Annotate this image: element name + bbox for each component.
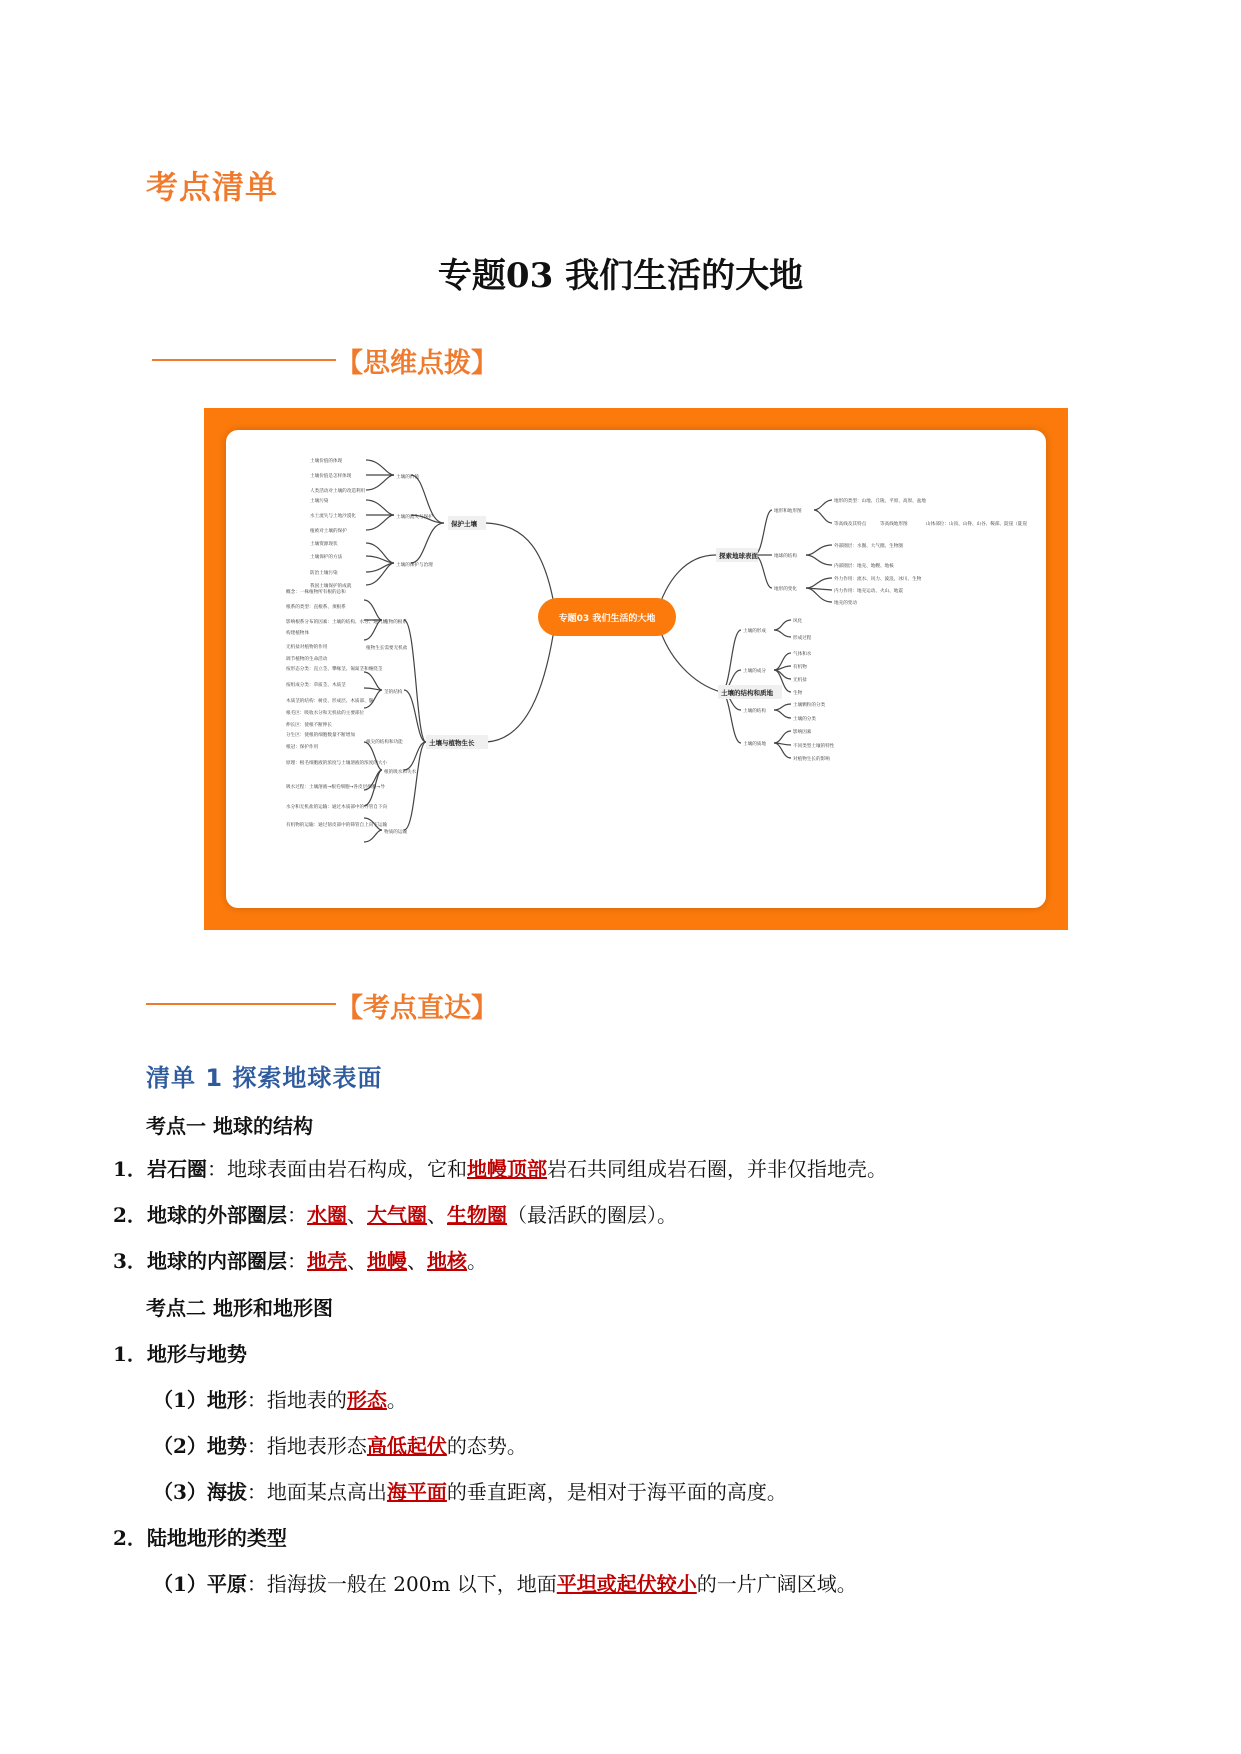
mindmap-node-label: 地形的类型：山地、丘陵、平原、高原、盆地: [834, 499, 926, 504]
mindmap-branch-soil: 土壤的结构和质地: [721, 689, 773, 697]
mindmap-node-label: 根尖的结构和功能: [366, 740, 403, 745]
section-divider: [152, 359, 336, 361]
mindmap-branch-protect: 保护土壤: [451, 520, 477, 528]
mindmap-node-label: 按形态分类：直立茎、攀缘茎、匍匐茎和缠绕茎: [286, 667, 383, 672]
mindmap-node-label: 土壤资源现状: [310, 542, 338, 547]
mindmap-image: [204, 408, 1068, 930]
mindmap-node-label: 我国土壤保护的成就: [310, 584, 352, 589]
mindmap-node-label: 按组成分类：草质茎、木质茎: [286, 683, 346, 688]
mindmap-node-label: 风化: [793, 619, 803, 624]
mindmap-node-label: 植被对土壤的保护: [310, 529, 347, 534]
answer: 地幔: [367, 1249, 407, 1273]
mindmap-center-label: 专题03 我们生活的大地: [558, 614, 656, 624]
mindmap-node-label: 土壤的保护与治理: [396, 563, 433, 568]
mindmap-node-label: 地壳的变动: [834, 601, 857, 606]
mindmap-node-label: 原理：根毛细胞液的浓度与土壤溶液的浓度的大小: [286, 761, 388, 766]
mindmap-node-label: 等高线地形图: [880, 522, 908, 527]
section-direct: 【考点直达】: [336, 993, 498, 1024]
answer: 水圈: [307, 1203, 347, 1227]
mindmap-node-label: 概念：一株植物所有根的总和: [286, 590, 346, 595]
mindmap-node-label: 土壤的形成: [743, 629, 766, 634]
mindmap-node-label: 根毛区：吸收水分和无机盐的主要部位: [286, 711, 365, 716]
mindmap-node-label: 地形和地形图: [774, 509, 802, 514]
mindmap-node-label: 物质的运输: [384, 830, 407, 835]
mindmap-node-label: 植物的根系: [384, 620, 407, 625]
mindmap-node-label: 土壤污染: [310, 499, 329, 504]
kp2-sub-3: （3）海拔：地面某点高出海平面的垂直距离，是相对于海平面的高度。: [153, 1480, 787, 1504]
mindmap-node-label: 影响因素: [793, 730, 812, 735]
mindmap-node-label: 吸水过程：土壤溶液→根毛细胞→各皮层细胞→导: [286, 785, 385, 790]
mindmap-node-label: 水分和无机盐的运输：通过木质部中的导管自下向: [286, 805, 388, 810]
mindmap-node-label: 土壤价值是怎样体现: [310, 474, 352, 479]
kp2-sub2-1: （1）平原：指海拔一般在 200m 以下，地面平坦或起伏较小的一片广阔区域。: [153, 1572, 857, 1596]
mindmap-node-label: 植物生长需要无机盐: [366, 646, 408, 651]
mindmap-node-label: 土壤的质地: [743, 742, 766, 747]
kp2-sub-2: （2）地势：指地表形态高低起伏的态势。: [153, 1434, 527, 1458]
mindmap-node-label: 土壤价值的体现: [310, 459, 343, 464]
mindmap-node-label: 土壤的流失与保护: [396, 515, 433, 520]
mindmap-node-label: 有机物: [793, 665, 807, 670]
answer: 地壳: [307, 1249, 347, 1273]
kaodian-heading: 考点清单: [146, 168, 279, 206]
mindmap-card: [226, 430, 1046, 908]
kp2-heading-1: 1．地形与地势: [113, 1342, 247, 1366]
mindmap-node-label: 山体部位：山顶、山脊、山谷、鞍部、陡崖（陡崖: [926, 522, 1028, 527]
mindmap-node-label: 土壤颗粒的分类: [793, 703, 826, 708]
mindmap-node-label: 气体和水: [793, 652, 812, 657]
mindmap-node-label: 土壤保护的方法: [310, 555, 343, 560]
answer: 地核: [427, 1249, 467, 1273]
answer: 海平面: [386, 1480, 447, 1504]
kp2-heading-2: 2．陆地地形的类型: [113, 1526, 287, 1550]
answer: 生物圈: [447, 1203, 507, 1227]
kp2-title: 考点二 地形和地形图: [146, 1296, 333, 1320]
section-thinking: 【思维点拨】: [336, 348, 498, 379]
mindmap-node-label: 分生区：使根的细胞数量不断增加: [286, 733, 355, 738]
mindmap-node-label: 地形的变化: [774, 587, 797, 592]
mindmap-node-label: 地球的结构: [774, 554, 797, 559]
answer: 高低起伏: [366, 1434, 447, 1458]
mindmap-diagram: [226, 430, 1046, 908]
mindmap-node-label: 土壤的成分: [743, 669, 766, 674]
mindmap-node-label: 调节植物的生命活动: [286, 657, 328, 662]
mindmap-node-label: 土壤的价值: [396, 475, 419, 480]
mindmap-node-label: 对植物生长的影响: [793, 757, 830, 762]
mindmap-branch-explore: 探索地球表面: [719, 552, 758, 560]
mindmap-node-label: 生物: [793, 691, 803, 696]
answer: 形态: [346, 1388, 387, 1412]
mindmap-node-label: 构建植物体: [286, 631, 309, 636]
mindmap-node-label: 木质茎的结构：树皮、形成层、木质部、髓: [286, 699, 374, 704]
page-title: 专题03 我们生活的大地: [437, 256, 804, 296]
mindmap-node-label: 内部圈层：地壳、地幔、地核: [834, 564, 894, 569]
kp1-title: 考点一 地球的结构: [146, 1114, 313, 1138]
mindmap-node-label: 不同类型土壤的特性: [793, 744, 835, 749]
mindmap-branch-plant: 土壤与植物生长: [429, 739, 475, 747]
answer: 地幔顶部: [467, 1157, 547, 1181]
section-divider: [146, 1003, 336, 1005]
mindmap-node-label: 水土流失与土地沙漠化: [310, 514, 356, 519]
mindmap-node-label: 根系的类型：直根系、须根系: [286, 605, 346, 610]
mindmap-node-label: 根冠：保护作用: [286, 745, 319, 750]
mindmap-node-label: 根的吸水和失水: [384, 770, 417, 775]
mindmap-node-label: 外部圈层：水圈、大气圈、生物圈: [834, 544, 903, 549]
kp1-item-3: 3．地球的内部圈层：地壳、地幔、地核。: [113, 1249, 487, 1273]
mindmap-node-label: 土壤的分类: [793, 717, 816, 722]
mindmap-small-labels: [286, 457, 1027, 835]
mindmap-node-label: 无机盐: [793, 678, 807, 683]
mindmap-node-label: 形成过程: [793, 636, 812, 641]
kp1-item-1: 1．岩石圈：地球表面由岩石构成，它和地幔顶部岩石共同组成岩石圈，并非仅指地壳。: [113, 1157, 887, 1181]
mindmap-node-label: 土壤的结构: [743, 709, 766, 714]
answer: 平坦或起伏较小: [556, 1572, 697, 1596]
mindmap-node-label: 伸长区：使根不断伸长: [286, 723, 332, 728]
kp2-sub-1: （1）地形：指地表的形态。: [153, 1388, 407, 1412]
mindmap-node-label: 防治土壤污染: [310, 571, 338, 576]
mindmap-node-label: 影响根系分布的因素：土壤的结构、水分、通气状: [286, 620, 388, 625]
mindmap-node-label: 内力作用：地壳运动、火山、地震: [834, 589, 903, 594]
mindmap-node-label: 外力作用：流水、风力、波浪、冰川、生物: [834, 577, 922, 582]
mindmap-node-label: 有机物的运输：通过韧皮部中的筛管自上向下运输: [286, 823, 388, 828]
answer: 大气圈: [367, 1203, 427, 1227]
kp1-item-2: 2．地球的外部圈层：水圈、大气圈、生物圈（最活跃的圈层）。: [113, 1203, 677, 1227]
mindmap-node-label: 人类活动对土壤的改造利用: [310, 489, 366, 494]
mindmap-node-label: 等高线及其特点: [834, 522, 867, 527]
mindmap-node-label: 无机盐对植物的作用: [286, 645, 328, 650]
list-1-heading: 清单 1 探索地球表面: [146, 1064, 383, 1092]
mindmap-node-label: 茎的结构: [384, 690, 403, 695]
